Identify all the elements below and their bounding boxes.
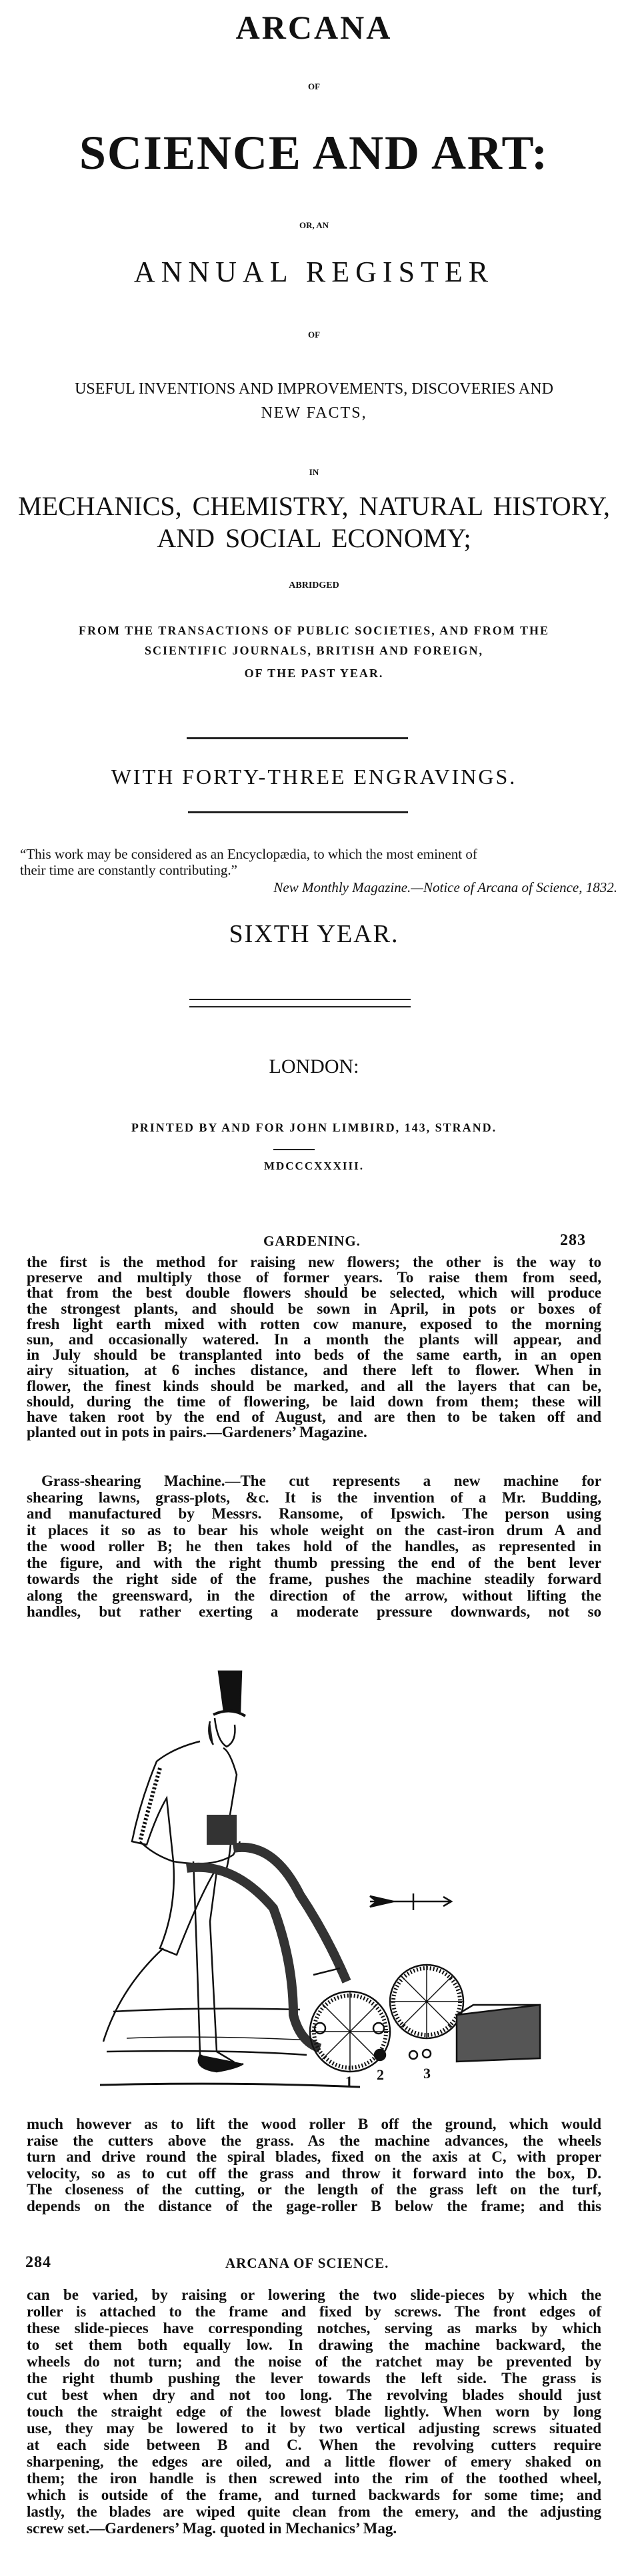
engravings-note: WITH FORTY-THREE ENGRAVINGS. (111, 765, 517, 789)
imprint-year: MDCCCXXXIII. (263, 1160, 365, 1172)
running-head: GARDENING. (263, 1233, 361, 1249)
text-line: use, they may be lowered to it by two vertical adjusting screws situated (27, 2420, 601, 2437)
text-line: the figure, and with the right thumb pressing the end of the bent lever (27, 1554, 601, 1571)
epigraph-line-2: their time are constantly contributing.” (20, 862, 237, 878)
text-line: these slide-pieces have corresponding notches, serving as marks by which (27, 2320, 601, 2336)
text-line: which is outside of the frame, and turned backwards for some time; and (27, 2487, 601, 2503)
text-line: can be varied, by raising or lowering the two slide-pieces by which the (27, 2286, 601, 2303)
text-line: should, during the time of flowering, be laid down from them; these will (27, 1392, 601, 1410)
text-line: raise the cutters above the grass. As the machine advances, the wheels (27, 2132, 601, 2149)
ground-lines (100, 2009, 360, 2087)
edition-label: SIXTH YEAR. (229, 920, 399, 948)
text-line: in July should be transplanted into beds of the same earth, in an open (27, 1346, 601, 1364)
subtitle-line-1: USEFUL INVENTIONS AND IMPROVEMENTS, DISCOVERIES AND (75, 380, 553, 398)
title-annual-register: ANNUAL REGISTER (133, 256, 495, 288)
subjects-line-1: MECHANICS, CHEMISTRY, NATURAL HISTORY, (18, 491, 610, 521)
title-of: OF (307, 81, 321, 91)
text-line: velocity, so as to cut off the grass and throw it forward into the box, D. (27, 2164, 601, 2182)
text-line: lastly, the blades are wiped quite clean from the emery, and the adjusting (27, 2503, 601, 2520)
text-line: them; the iron handle is then screwed into the rim of the toothed wheel, (27, 2470, 601, 2487)
text-line: fresh light earth mixed with rotten cow manure, exposed to the morning (27, 1315, 601, 1332)
mower-gear-wheel (390, 1965, 463, 2038)
text-line: at each side between B and C. When the revolving cutters require (27, 2437, 601, 2453)
title-arcana: ARCANA (235, 9, 393, 46)
text-line: the first is the method for raising new flowers; the other is the way to (27, 1254, 601, 1270)
title-science-and-art: SCIENCE AND ART: (79, 126, 549, 179)
text-line: flower, the finest kinds should be marked, and all the layers that can be, (27, 1377, 601, 1394)
text-line: the right thumb pushing the lever towards the left side. The grass is (27, 2370, 601, 2387)
text-line: The closeness of the cutting, or the length of the grass left on the turf, (27, 2181, 601, 2198)
text-line: shearing lawns, grass-plots, &c. It is the invention of a Mr. Budding, (27, 1488, 601, 1506)
text-line: preserve and multiply those of former years. To raise them from seed, (27, 1269, 601, 1286)
text-line: much however as to lift the wood roller B off the ground, which would (27, 2116, 601, 2132)
divider-rule (188, 811, 408, 813)
text-line: sharpening, the edges are oiled, and a little flower of emery shaked on (27, 2453, 601, 2470)
title-of-2: OF (307, 330, 321, 340)
text-line: airy situation, at 6 inches distance, and there left to flower. When in (27, 1362, 601, 1379)
text-line: turn and drive round the spiral blades, fixed on the axis at C, with proper (27, 2148, 601, 2165)
imprint-place: LONDON: (269, 1055, 359, 1078)
text-line: screw set.—Gardeners’ Mag. quoted in Mechanics’ Mag. (27, 2520, 397, 2537)
short-rule (273, 1149, 315, 1150)
double-rule-bottom (189, 1006, 411, 1007)
text-line: Grass-shearing Machine.—The cut represents a new machine for (41, 1472, 601, 1489)
text-line: handles, but rather exerting a moderate pressure downwards, not so (27, 1603, 601, 1620)
page-number: 283 (560, 1232, 586, 1249)
title-abridged: ABRIDGED (289, 580, 339, 590)
text-line: have taken root by the end of August, and are then to be taken off and (27, 1408, 601, 1425)
epigraph-line-1: “This work may be considered as an Encyclopædia, to which the most eminent of (20, 846, 477, 862)
text-line: along the greensward, in the direction of the arrow, without lifting the (27, 1587, 601, 1604)
direction-arrow-icon (370, 1893, 451, 1910)
text-line: planted out in pots in pairs.—Gardeners’ Magazine. (27, 1424, 367, 1441)
title-or-an: OR, AN (299, 220, 329, 230)
text-line: depends on the distance of the gage-roller B below the frame; and this (27, 2197, 601, 2214)
figure-label-3: 3 (423, 2065, 431, 2082)
text-line: towards the right side of the frame, pushes the machine steadily forward (27, 1571, 601, 1587)
imprint-printer: PRINTED BY AND FOR JOHN LIMBIRD, 143, STRAND. (131, 1121, 497, 1134)
figure-label-2: 2 (377, 2066, 384, 2083)
text-line: the strongest plants, and should be sown in April, in pots or boxes of (27, 1300, 601, 1317)
text-line: wheels do not turn; and the noise of the ratchet may be prevented by (27, 2353, 601, 2370)
text-line: touch the straight edge of the lowest blade lightly. When worn by long (27, 2403, 601, 2420)
source-line-1: FROM THE TRANSACTIONS OF PUBLIC SOCIETIES, AND FROM THE (79, 624, 549, 637)
figure-label-1: 1 (345, 2073, 353, 2090)
subjects-line-2: AND SOCIAL ECONOMY; (157, 523, 471, 553)
text-line: the wood roller B; he then takes hold of the handles, as represented in (27, 1538, 601, 1555)
text-line: it places it so as to bear his whole weight on the cast-iron drum A and (27, 1521, 601, 1539)
source-line-3: OF THE PAST YEAR. (244, 667, 384, 680)
grass-box (457, 2005, 540, 2062)
page-number: 284 (25, 2254, 51, 2271)
text-line: roller is attached to the frame and fixed by screws. The front edges of (27, 2303, 601, 2320)
text-line: cut best when dry and not too long. The revolving blades should just (27, 2387, 601, 2403)
text-line: sun, and occasionally watered. In a month the plants will appear, and (27, 1331, 601, 1348)
text-line: that from the best double flowers should be selected, which will produce (27, 1284, 601, 1302)
text-line: to set them both equally low. In drawing the machine backward, the (27, 2336, 601, 2353)
source-line-2: SCIENTIFIC JOURNALS, BRITISH AND FOREIGN, (144, 644, 484, 657)
grass-shearing-machine-engraving (100, 1641, 567, 2122)
text-line: and manufactured by Messrs. Ransome, of Ipswich. The person using (27, 1505, 601, 1522)
subtitle-line-2: NEW FACTS, (261, 404, 367, 422)
double-rule-top (189, 999, 411, 1000)
divider-rule (187, 737, 408, 739)
running-head: ARCANA OF SCIENCE. (225, 2255, 389, 2271)
title-in: IN (309, 467, 319, 477)
epigraph-source: New Monthly Magazine.—Notice of Arcana of Science, 1832. (273, 879, 617, 895)
